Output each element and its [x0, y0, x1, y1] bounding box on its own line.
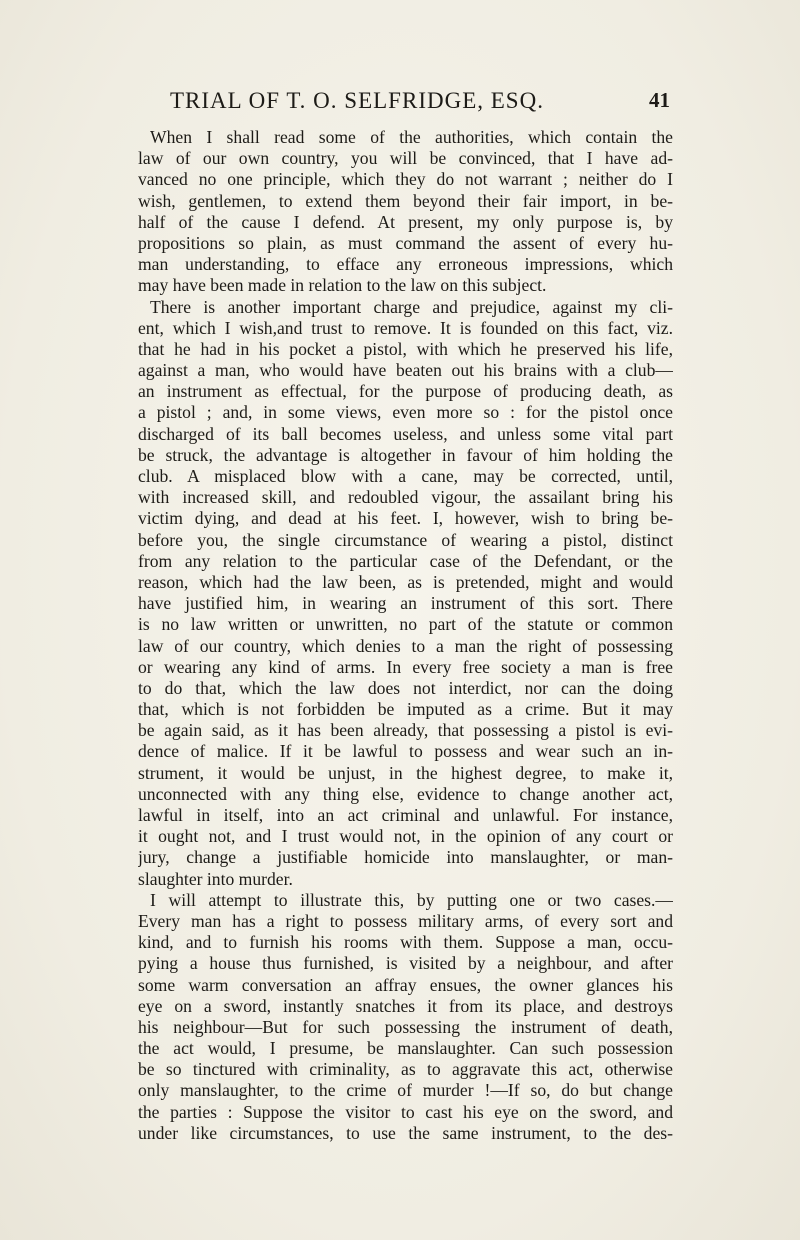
- text-line: or wearing any kind of arms. In every free society a man is free: [138, 656, 673, 677]
- text-line: it ought not, and I trust would not, in the opinion of any court or: [138, 826, 673, 847]
- text-line: law of our country, which denies to a man the right of possessing: [138, 635, 673, 656]
- text-line: may have been made in relation to the law on this subject.: [138, 275, 547, 296]
- text-line: be struck, the advantage is altogether in favour of him holding the: [138, 444, 673, 465]
- text-line: Every man has a right to possess military arms, of every sort and: [138, 910, 673, 931]
- text-line: There is another important charge and prejudice, against my cli-: [150, 296, 673, 317]
- body-text: [138, 127, 673, 1144]
- text-line: that, which is not forbidden be imputed as a crime. But it may: [138, 699, 673, 720]
- page-number: 41: [649, 88, 670, 112]
- text-line: is no law written or unwritten, no part of the statute or common: [138, 614, 673, 635]
- text-line: from any relation to the particular case of the Defendant, or the: [138, 550, 673, 571]
- text-line: vanced no one principle, which they do not warrant ; neither do I: [138, 169, 673, 190]
- text-line: jury, change a justifiable homicide into manslaughter, or man-: [138, 847, 673, 868]
- text-line: I will attempt to illustrate this, by putting one or two cases.—: [150, 889, 673, 910]
- text-line: ent, which I wish,and trust to remove. It is founded on this fact, viz.: [138, 317, 673, 338]
- text-line: discharged of its ball becomes useless, and unless some vital part: [138, 423, 673, 444]
- text-line: with increased skill, and redoubled vigour, the assailant bring his: [138, 487, 673, 508]
- text-line: be so tinctured with criminality, as to aggravate this act, otherwise: [138, 1059, 673, 1080]
- text-line: kind, and to furnish his rooms with them. Suppose a man, occu-: [138, 932, 673, 953]
- text-line: under like circumstances, to use the same instrument, to the des-: [138, 1122, 673, 1143]
- text-line: an instrument as effectual, for the purpose of producing death, as: [138, 381, 673, 402]
- text-line: only manslaughter, to the crime of murder !—If so, do but change: [138, 1080, 673, 1101]
- running-head: TRIAL OF T. O. SELFRIDGE, ESQ.: [170, 88, 544, 113]
- text-line: the act would, I presume, be manslaughter. Can such possession: [138, 1038, 673, 1059]
- text-line: before you, the single circumstance of wearing a pistol, distinct: [138, 529, 673, 550]
- text-line: that he had in his pocket a pistol, with which he preserved his life,: [138, 338, 673, 359]
- text-line: pying a house thus furnished, is visited by a neighbour, and after: [138, 953, 673, 974]
- text-line: lawful in itself, into an act criminal and unlawful. For instance,: [138, 805, 673, 825]
- text-line: the parties : Suppose the visitor to cast his eye on the sword, and: [138, 1101, 673, 1122]
- text-line: victim dying, and dead at his feet. I, however, wish to bring be-: [138, 508, 673, 529]
- text-line: propositions so plain, as must command the assent of every hu-: [138, 232, 673, 253]
- text-line: wish, gentlemen, to extend them beyond their fair import, in be-: [138, 190, 673, 211]
- text-line: reason, which had the law been, as is pretended, might and would: [138, 571, 673, 592]
- text-line: When I shall read some of the authorities, which contain the: [150, 127, 673, 147]
- text-line: half of the cause I defend. At present, my only purpose is, by: [138, 211, 673, 232]
- text-line: have justified him, in wearing an instrument of this sort. There: [138, 593, 673, 614]
- text-line: against a man, who would have beaten out his brains with a club—: [138, 360, 673, 381]
- text-line: dence of malice. If it be lawful to possess and wear such an in-: [138, 741, 673, 762]
- text-line: law of our own country, you will be convinced, that I have ad-: [138, 148, 673, 169]
- page-header: [150, 88, 670, 118]
- text-line: be again said, as it has been already, that possessing a pistol is evi-: [138, 720, 673, 741]
- text-line: his neighbour—But for such possessing the instrument of death,: [138, 1016, 673, 1037]
- text-line: to do that, which the law does not interdict, nor can the doing: [138, 677, 673, 698]
- text-line: a pistol ; and, in some views, even more so : for the pistol once: [138, 402, 673, 423]
- text-line: eye on a sword, instantly snatches it from its place, and destroys: [138, 995, 673, 1016]
- text-line: unconnected with any thing else, evidence to change another act,: [138, 783, 673, 804]
- text-line: some warm conversation an affray ensues, the owner glances his: [138, 974, 673, 995]
- text-line: strument, it would be unjust, in the highest degree, to make it,: [138, 762, 673, 783]
- text-line: slaughter into murder.: [138, 868, 293, 889]
- text-line: club. A misplaced blow with a cane, may be corrected, until,: [138, 466, 673, 486]
- text-line: man understanding, to efface any erroneous impressions, which: [138, 254, 673, 275]
